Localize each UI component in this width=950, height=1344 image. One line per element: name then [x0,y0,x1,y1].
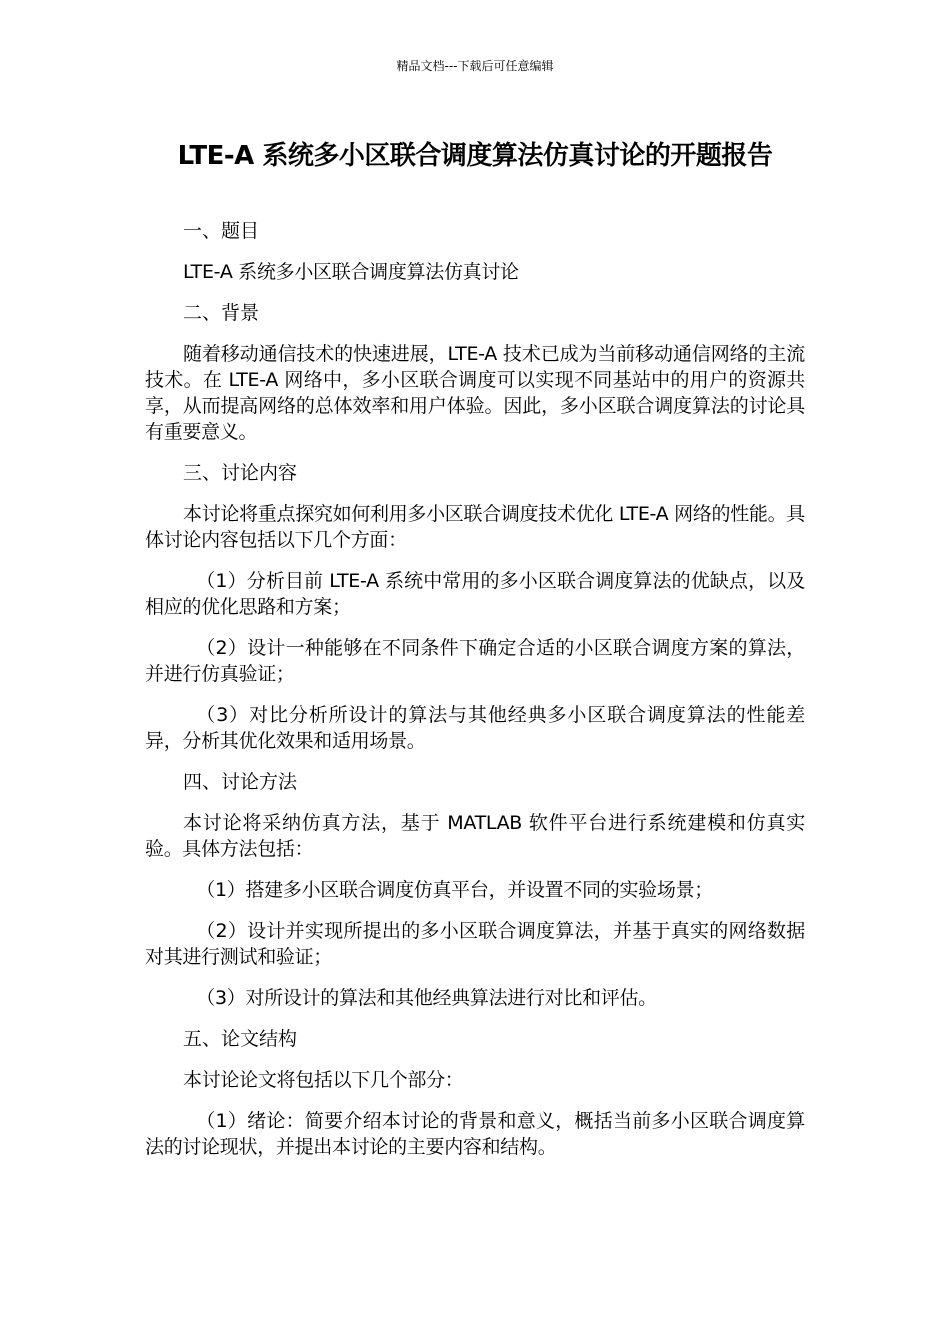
content-item-1: （1）分析目前 LTE-A 系统中常用的多小区联合调度算法的优缺点，以及相应的优化思路和方案； [145,570,805,618]
content-item-3: （3）对比分析所设计的算法与其他经典多小区联合调度算法的性能差异，分析其优化效果和适用场景。 [145,704,805,752]
background-paragraph: 随着移动通信技术的快速进展，LTE-A 技术已成为当前移动通信网络的主流技术。在 LTE-A 网络中，多小区联合调度可以实现不同基站中的用户的资源共享，从而提高网络的总体效率和用户体验。因此，多小区联合调度算法的讨论具有重要意义。 [145,343,805,443]
section-heading-topic: 一、题目 [183,220,260,242]
document-title: LTE-A 系统多小区联合调度算法仿真讨论的开题报告 [177,141,773,171]
method-item-2: （2）设计并实现所提出的多小区联合调度算法，并基于真实的网络数据对其进行测试和验证； [145,920,805,968]
method-item-3: （3）对所设计的算法和其他经典算法进行对比和评估。 [196,987,657,1009]
content-intro-paragraph: 本讨论将重点探究如何利用多小区联合调度技术优化 LTE-A 网络的性能。具体讨论内容包括以下几个方面： [145,503,805,551]
page-header-watermark: 精品文档---下载后可任意编辑 [396,59,554,73]
document-body [145,218,805,1160]
content-item-2: （2）设计一种能够在不同条件下确定合适的小区联合调度方案的算法，并进行仿真验证； [145,637,805,685]
method-intro-paragraph: 本讨论将采纳仿真方法，基于 MATLAB 软件平台进行系统建模和仿真实验。具体方法包括： [145,812,805,860]
method-item-1: （1）搭建多小区联合调度仿真平台，并设置不同的实验场景； [196,879,713,901]
section-heading-background: 二、背景 [183,302,260,324]
structure-item-1: （1）绪论：简要介绍本讨论的背景和意义，概括当前多小区联合调度算法的讨论现状，并提出本讨论的主要内容和结构。 [145,1110,805,1158]
topic-text: LTE-A 系统多小区联合调度算法仿真讨论 [183,261,519,283]
section-heading-method: 四、讨论方法 [183,771,298,793]
section-heading-content: 三、讨论内容 [183,462,298,484]
structure-intro-paragraph: 本讨论论文将包括以下几个部分： [183,1069,464,1091]
section-heading-structure: 五、论文结构 [183,1028,298,1050]
